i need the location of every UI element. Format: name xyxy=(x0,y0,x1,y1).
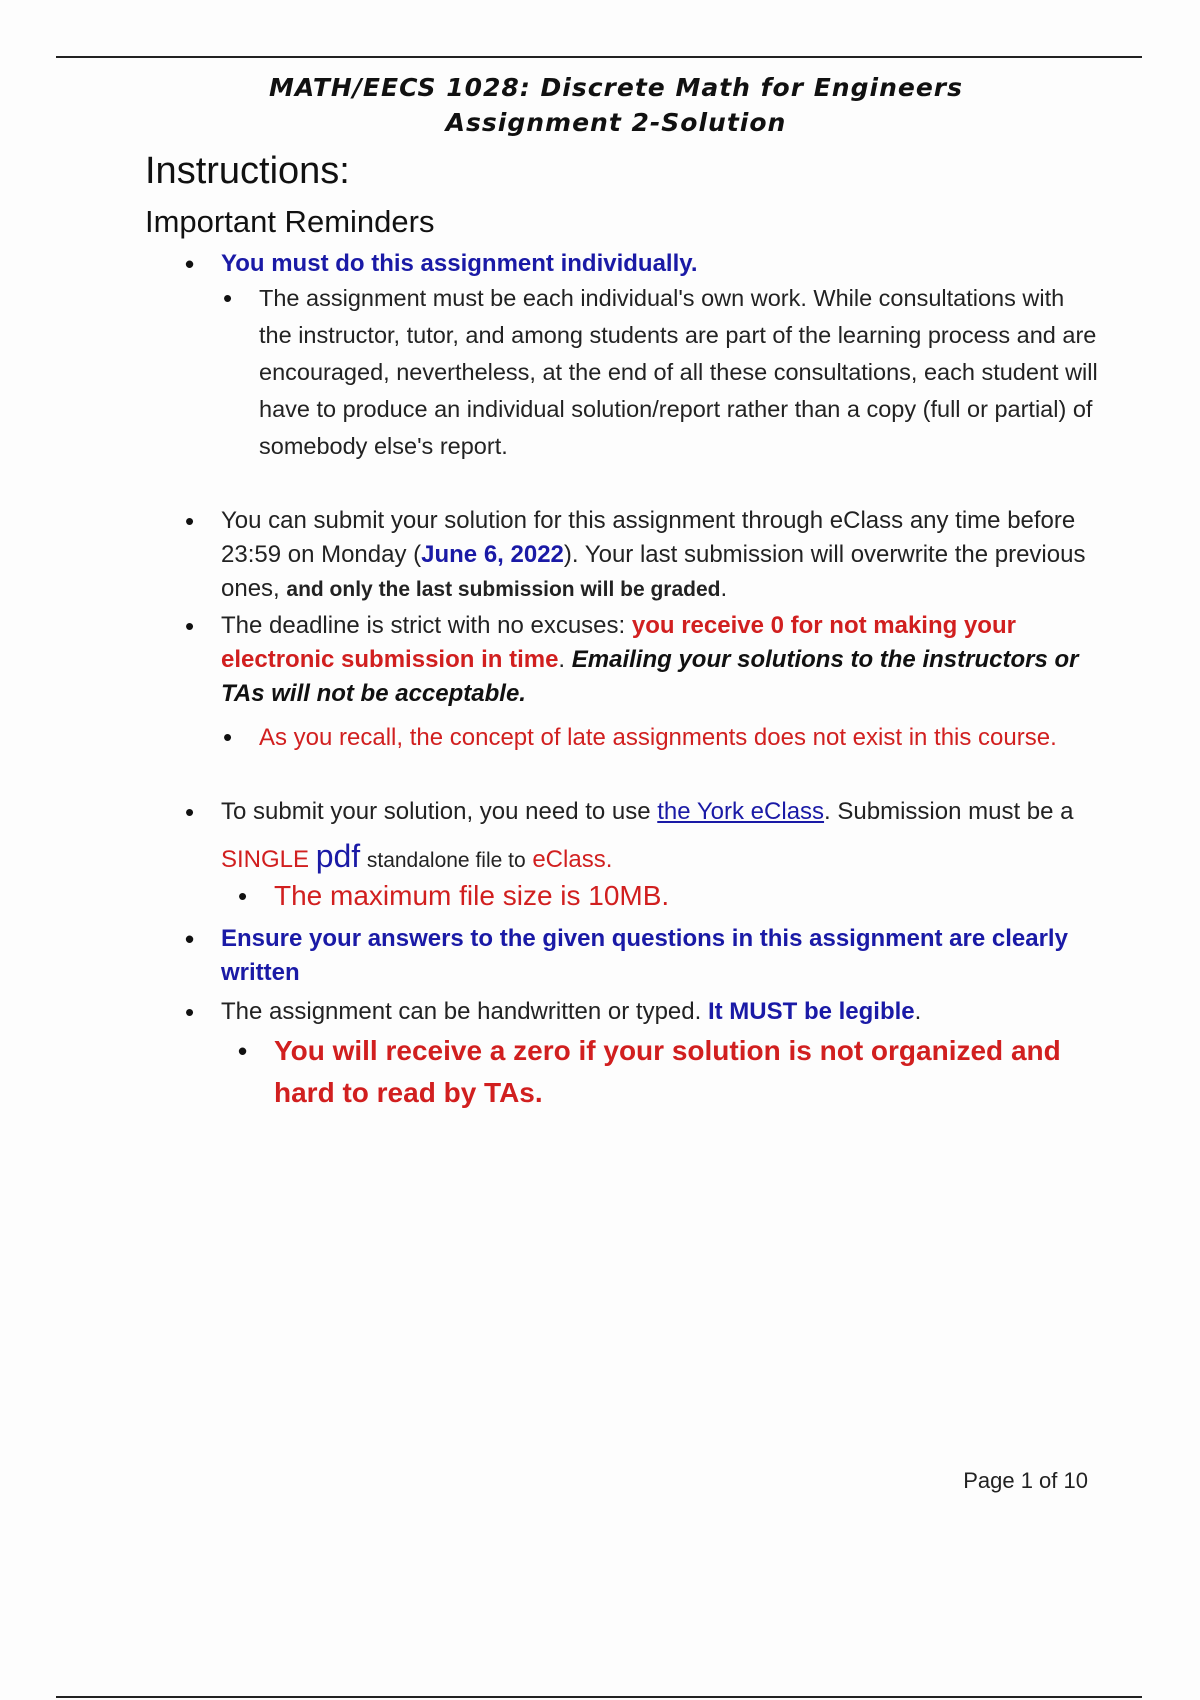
york-eclass-link[interactable]: the York eClass xyxy=(657,798,825,825)
assignment-title: Assignment 2-Solution xyxy=(445,108,787,137)
instructions-heading: Instructions: xyxy=(145,150,350,192)
page-number: Page 1 of 10 xyxy=(963,1468,1088,1493)
due-date: June 6, 2022 xyxy=(421,541,564,568)
list-item-max-size: • The maximum file size is 10MB. xyxy=(274,878,1104,914)
course-title: MATH/EECS 1028: Discrete Math for Engineers xyxy=(268,73,963,102)
list-item-late: • As you recall, the concept of late assignments does not exist in this course. xyxy=(259,720,1099,755)
list-item-how-to-submit: • To submit your solution, you need to use the York eClass. Submission must be a SINGLE pdf standalone file to eClass. xyxy=(221,790,1101,883)
list-item-legible: • The assignment can be handwritten or typed. It MUST be legible. xyxy=(221,994,1101,1030)
document-header xyxy=(0,70,1200,140)
list-item-own-work: • The assignment must be each individual's own work. While consultations with the instructor, tutor, and among students are part of the learning process and are encouraged, nevertheless, at the end of all these consultations, each student will have to produce an individual solution/report rather than a copy (full or partial) of somebody else's report. xyxy=(259,280,1099,465)
list-item-zero: • You will receive a zero if your solution is not organized and hard to read by TAs. xyxy=(274,1030,1104,1114)
reminders-heading: Important Reminders xyxy=(145,204,435,239)
list-item-clearly-written: • Ensure your answers to the given questions in this assignment are clearly written xyxy=(221,922,1101,990)
list-item-deadline: • The deadline is strict with no excuses: you receive 0 for not making your electronic submission in time. Emailing your solutions to the instructors or TAs will not be acceptable. xyxy=(221,609,1101,711)
top-rule xyxy=(56,56,1142,58)
list-item-individual: • You must do this assignment individually. xyxy=(221,246,1101,282)
list-item-submit: • You can submit your solution for this assignment through eClass any time before 23:59 on Monday (June 6, 2022). Your last submission will overwrite the previous ones, and only the last submission will be graded. xyxy=(221,504,1101,607)
bottom-rule xyxy=(56,1696,1142,1698)
